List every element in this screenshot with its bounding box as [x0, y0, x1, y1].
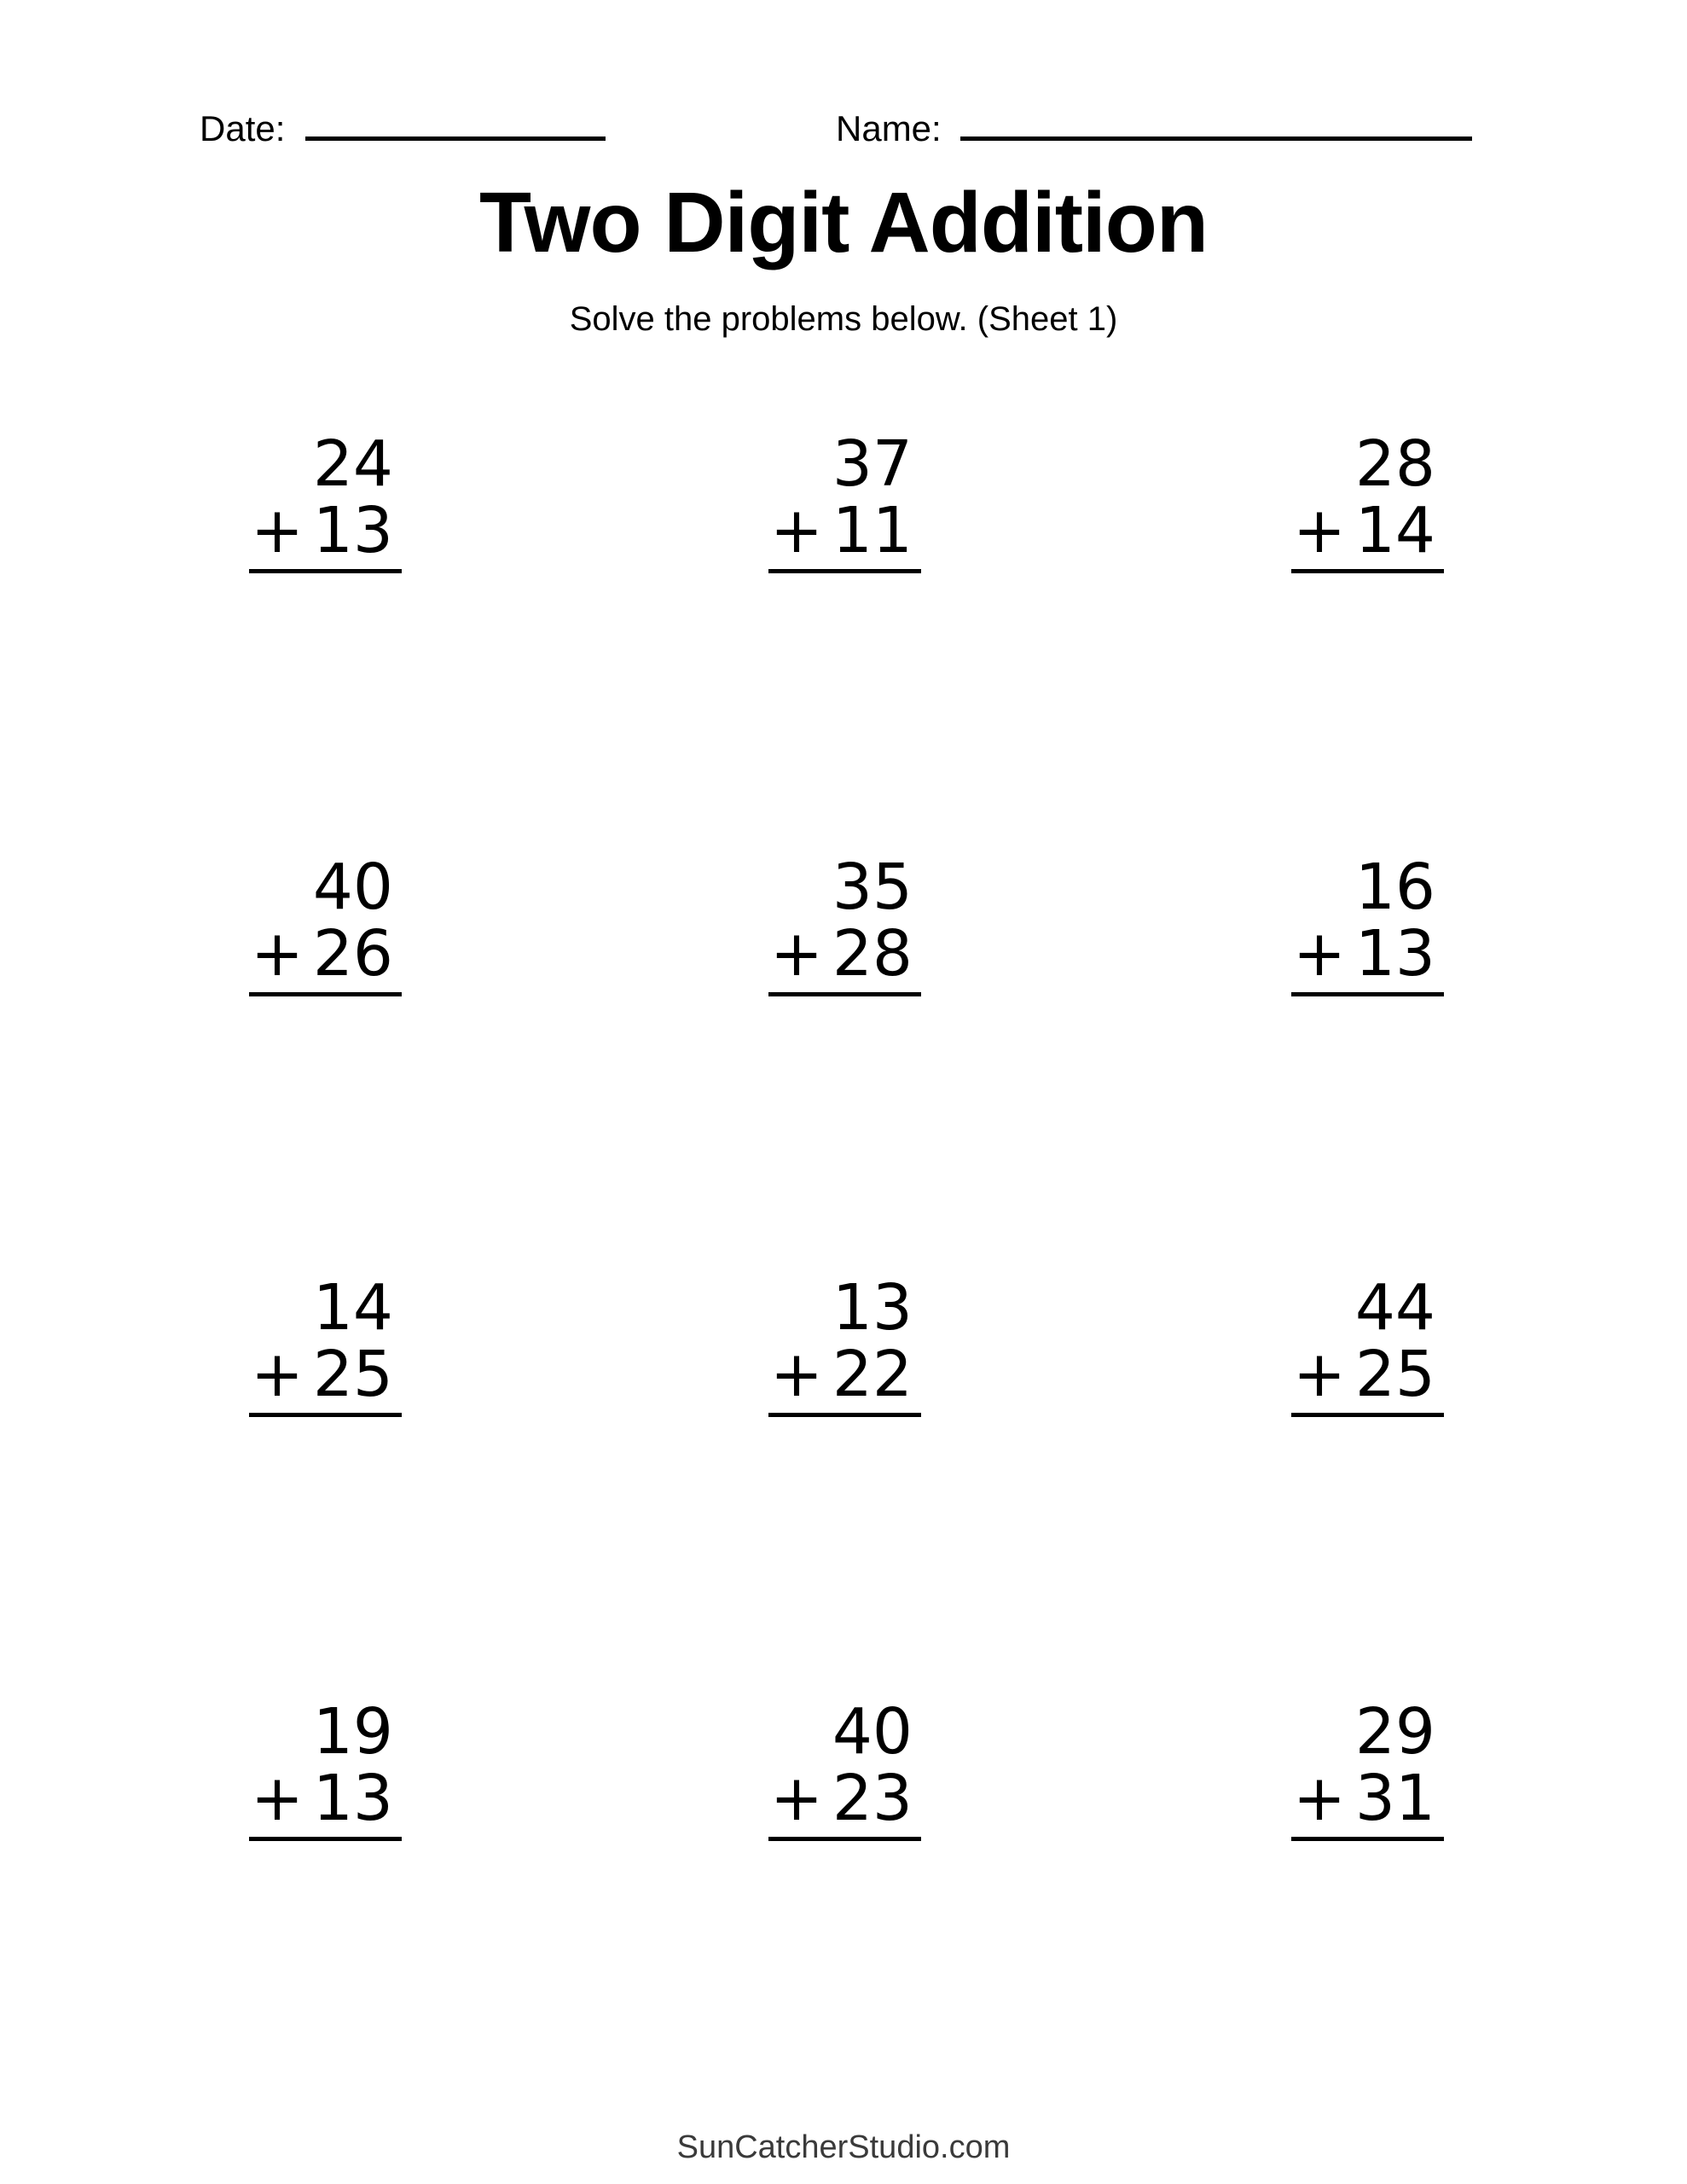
top-addend: 35 [832, 851, 913, 924]
bottom-addend: 11 [832, 494, 913, 567]
plus-sign: + [251, 1338, 304, 1411]
answer-line [768, 1413, 921, 1417]
top-addend: 44 [1354, 1271, 1435, 1345]
plus-sign: + [1293, 917, 1347, 990]
answer-line [1291, 1413, 1444, 1417]
problem [1291, 427, 1444, 573]
answer-line [768, 992, 921, 996]
plus-sign: + [1293, 494, 1347, 567]
problem [249, 427, 402, 573]
plus-sign: + [770, 1762, 824, 1835]
date-label: Date: [200, 108, 286, 148]
answer-line [768, 569, 921, 573]
bottom-addend: 22 [832, 1338, 913, 1411]
answer-line [768, 1837, 921, 1841]
top-addend: 40 [312, 851, 393, 924]
plus-sign: + [251, 917, 304, 990]
top-addend: 19 [312, 1695, 393, 1769]
problem [1291, 851, 1444, 996]
bottom-addend: 23 [832, 1762, 913, 1835]
plus-sign: + [770, 494, 824, 567]
top-addend: 37 [832, 427, 913, 501]
bottom-addend: 14 [1354, 494, 1435, 567]
plus-sign: + [770, 1338, 824, 1411]
problem [1291, 1271, 1444, 1417]
bottom-addend: 25 [312, 1338, 393, 1411]
answer-line [249, 1413, 402, 1417]
problem [249, 851, 402, 996]
top-addend: 16 [1354, 851, 1435, 924]
bottom-addend: 26 [312, 917, 393, 990]
bottom-addend: 28 [832, 917, 913, 990]
problem [768, 1695, 921, 1841]
bottom-addend: 25 [1354, 1338, 1435, 1411]
plus-sign: + [251, 1762, 304, 1835]
answer-line [249, 992, 402, 996]
problem [768, 1271, 921, 1417]
plus-sign: + [251, 494, 304, 567]
top-addend: 28 [1354, 427, 1435, 501]
bottom-addend: 31 [1354, 1762, 1435, 1835]
top-addend: 14 [312, 1271, 393, 1345]
footer-credit: SunCatcherStudio.com [676, 2129, 1011, 2165]
answer-line [1291, 992, 1444, 996]
page-title: Two Digit Addition [479, 175, 1208, 270]
name-field [836, 102, 1472, 149]
problem [768, 851, 921, 996]
plus-sign: + [1293, 1338, 1347, 1411]
answer-line [1291, 1837, 1444, 1841]
plus-sign: + [1293, 1762, 1347, 1835]
date-blank-line [305, 102, 606, 141]
date-field [200, 102, 606, 149]
page-subtitle: Solve the problems below. (Sheet 1) [569, 300, 1118, 338]
problem [249, 1271, 402, 1417]
top-addend: 29 [1354, 1695, 1435, 1769]
plus-sign: + [770, 917, 824, 990]
answer-line [1291, 569, 1444, 573]
top-addend: 24 [312, 427, 393, 501]
top-addend: 40 [832, 1695, 913, 1769]
bottom-addend: 13 [312, 1762, 393, 1835]
name-label: Name: [836, 108, 942, 148]
answer-line [249, 1837, 402, 1841]
bottom-addend: 13 [1354, 917, 1435, 990]
answer-line [249, 569, 402, 573]
bottom-addend: 13 [312, 494, 393, 567]
name-blank-line [960, 102, 1472, 141]
top-addend: 13 [832, 1271, 913, 1345]
problem [768, 427, 921, 573]
problem [1291, 1695, 1444, 1841]
problem [249, 1695, 402, 1841]
